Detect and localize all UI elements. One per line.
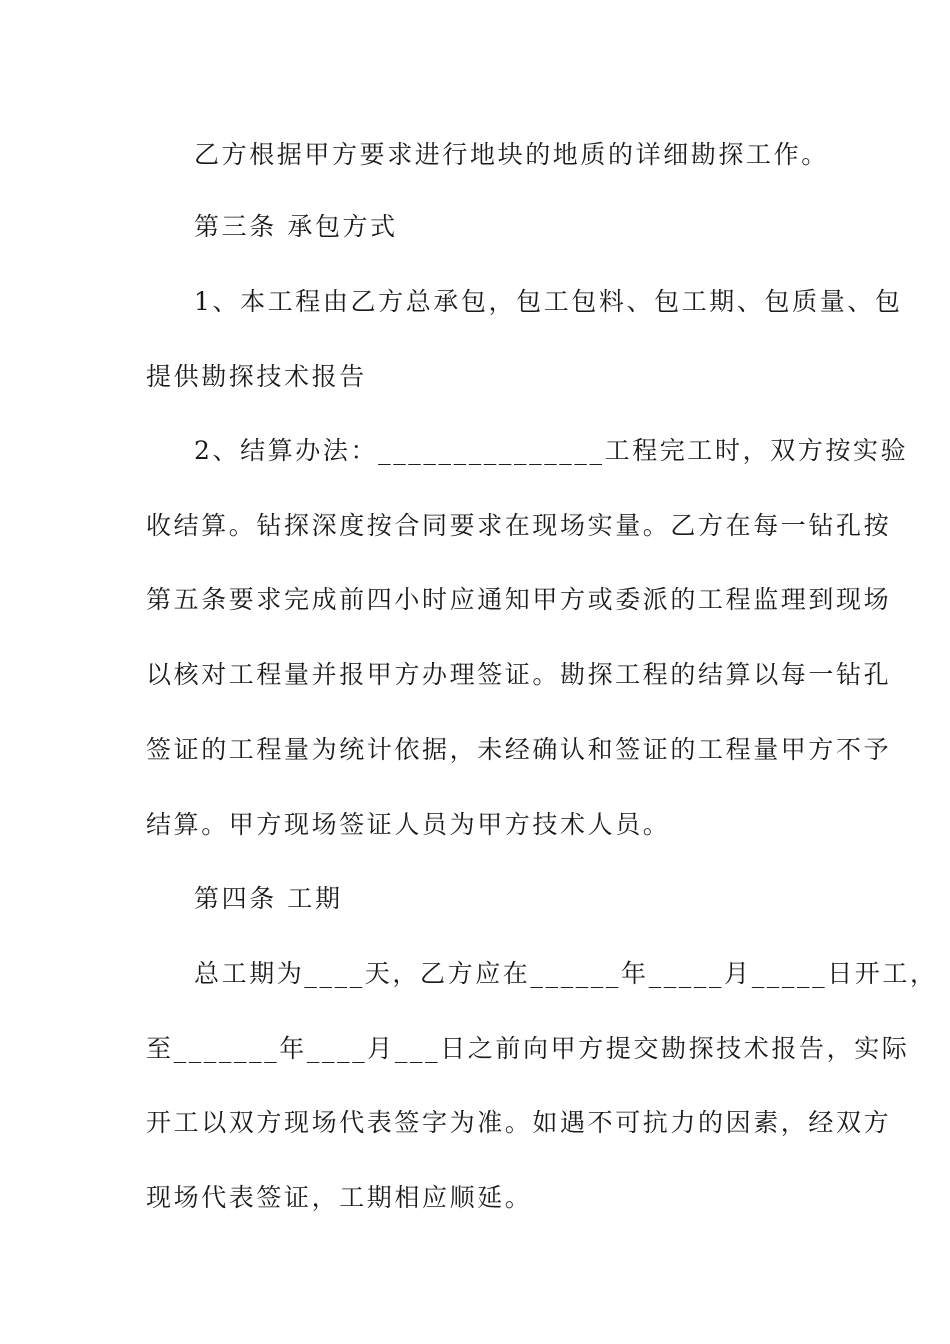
article-heading: 第四条 工期 xyxy=(194,884,343,913)
paragraph-line: 至_______年____月___日之前向甲方提交勘探技术报告，实际 xyxy=(146,1034,910,1063)
paragraph-line: 乙方根据甲方要求进行地块的地质的详细勘探工作。 xyxy=(194,140,829,169)
paragraph-line: 提供勘探技术报告 xyxy=(146,362,367,391)
paragraph-line: 总工期为____天，乙方应在______年_____月_____日开工， xyxy=(194,959,938,988)
paragraph-line: 2、结算办法：_______________工程完工时，双方按实验 xyxy=(194,436,909,465)
paragraph-line: 第五条要求完成前四小时应通知甲方或委派的工程监理到现场 xyxy=(146,585,892,614)
paragraph-line: 签证的工程量为统计依据，未经确认和签证的工程量甲方不予 xyxy=(146,735,892,764)
paragraph-line: 现场代表签证，工期相应顺延。 xyxy=(146,1183,533,1212)
paragraph-line: 结算。甲方现场签证人员为甲方技术人员。 xyxy=(146,810,671,839)
paragraph-line: 以核对工程量并报甲方办理签证。勘探工程的结算以每一钻孔 xyxy=(146,660,892,689)
article-heading: 第三条 承包方式 xyxy=(194,212,398,241)
paragraph-line: 1、本工程由乙方总承包，包工包料、包工期、包质量、包 xyxy=(194,287,903,316)
paragraph-line: 开工以双方现场代表签字为准。如遇不可抗力的因素，经双方 xyxy=(146,1108,892,1137)
paragraph-line: 收结算。钻探深度按合同要求在现场实量。乙方在每一钻孔按 xyxy=(146,511,892,540)
